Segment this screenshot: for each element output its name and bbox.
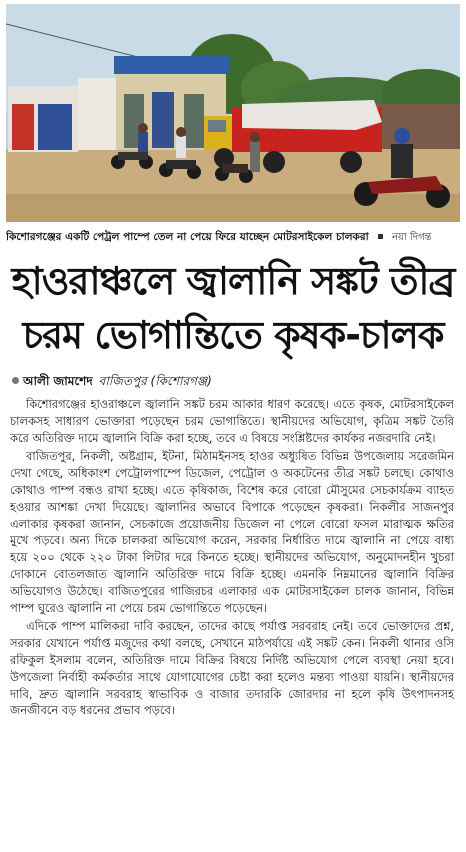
photo-caption (6, 228, 460, 246)
byline (12, 372, 452, 390)
author-name: আলী জামশেদ (23, 374, 93, 388)
bullet-icon (12, 377, 19, 384)
paragraph-2: বাজিতপুর, নিকলী, অষ্টগ্রাম, ইটনা, মিঠামইনসহ হাওর অধ্যুষিত বিভিন্ন উপজেলায় সরেজমিন দেখা গেছে, অধিকাংশ পেট্রোলপাম্পে ডিজেল, পেট্রোল ও অকটেনের তীব্র সঙ্কট চলছে। কোথাও কোথাও পাম্প বন্ধও রাখা হচ্ছে। এতে কৃষিকাজ, বিশেষ করে বোরো মৌসুমের সেচকার্যক্রম ব্যাহত হওয়ার আশঙ্কা দেখা দিয়েছে। জ্বালানির অভাবে বিপাকে পড়েছেন কৃষকরা। নিকলীর সাজনপুর এলাকার কৃষকরা জানান, সেচকাজে প্রয়োজনীয় ডিজেল না পেলে বোরো ফসল মারাত্মক ক্ষতির মুখে পড়বে। অন্য দিকে চালকরা অভিযোগ করেন, সরকার নির্ধারিত দামে জ্বালানি না পেয়ে বাধ্য হয়ে ২০০ থেকে ২২০ টাকা লিটার দরে কিনতে হচ্ছে। স্থানীয়দের অভিযোগ, অনুমোদনহীন খুচরা দোকানে বোতলজাত জ্বালানি অতিরিক্ত দামে বিক্রি হচ্ছে। এমনকি নিম্নমানের জ্বালানি বিক্রির অভিযোগও উঠেছে। বাজিতপুরের গাজিরচর এলাকার এক মোটরসাইকেল চালক জানান, বিভিন্ন পাম্প ঘুরেও জ্বালানি না পেয়ে চরম ভোগান্তিতে পড়েছেন। (10, 449, 454, 615)
petrol-station-scene (6, 4, 460, 222)
square-bullet-icon (378, 234, 383, 239)
dateline-place: বাজিতপুর (কিশোরগঞ্জ) (98, 374, 212, 388)
caption-text: কিশোরগঞ্জের একটি পেট্রল পাম্পে তেল না পেয়ে ফিরে যাচ্ছেন মোটরসাইকেল চালকরা (6, 231, 369, 243)
headline-line-2: চরম ভোগান্তিতে কৃষক-চালক (22, 313, 444, 357)
news-photo (6, 4, 460, 222)
paragraph-1: কিশোরগঞ্জের হাওরাঞ্চলে জ্বালানি সঙ্কট চরম আকার ধারণ করেছে। এতে কৃষক, মোটরসাইকেল চালকসহ সাধারণ ভোক্তারা পড়েছেন চরম ভোগান্তিতে। স্থানীয়দের অভিযোগ, কৃত্রিম সঙ্কট তৈরি করে অতিরিক্ত দামে জ্বালানি বিক্রি করা হচ্ছে, তবে এ বিষয়ে সংশ্লিষ্টদের কার্যকর নজরদারি নেই। (10, 397, 454, 445)
headline (0, 254, 466, 362)
article-body (10, 396, 454, 848)
headline-line-1: হাওরাঞ্চলে জ্বালানি সঙ্কট তীব্র (11, 259, 455, 303)
paragraph-3: এদিকে পাম্প মালিকরা দাবি করছেন, তাদের কাছে পর্যাপ্ত সরবরাহ নেই। তবে ভোক্তাদের প্রশ্ন, সরকার যেখানে পর্যাপ্ত মজুদের কথা বলছে, সেখানে মাঠপর্যায়ে এই সঙ্কট কেন। নিকলী থানার ওসি রফিকুল ইসলাম বলেন, অতিরিক্ত দামে বিক্রির বিষয়ে নির্দিষ্ট অভিযোগ পেলে ব্যবস্থা নেয়া হবে। উপজেলা নির্বাহী কর্মকর্তার সাথে যোগাযোগের চেষ্টা করা হলেও মন্তব্য পাওয়া যায়নি। স্থানীয়দের দাবি, দ্রুত জ্বালানি সরবরাহ স্বাভাবিক ও বাজার তদারকি জোরদার না হলে কৃষি উৎপাদনসহ জনজীবনে বড় ধরনের প্রভাব পড়বে। (10, 619, 454, 718)
photo-credit: নয়া দিগন্ত (392, 232, 432, 243)
